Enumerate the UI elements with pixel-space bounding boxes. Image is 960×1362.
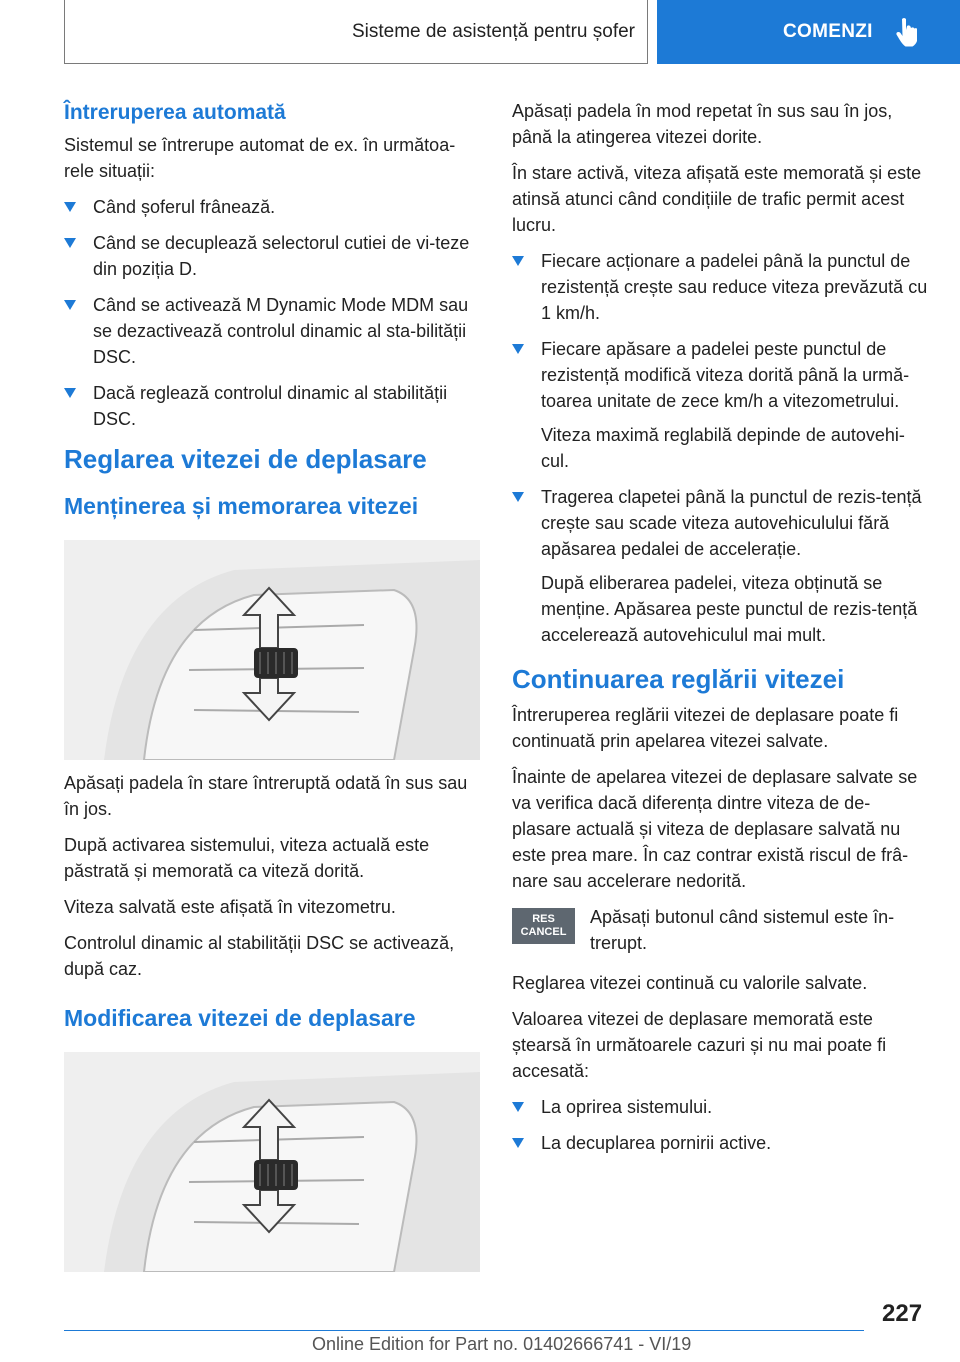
list-item-text: Tragerea clapetei până la punctul de rezis-tență crește sau scade viteza autovehiculului fără apăsarea pedalei de accelerație. xyxy=(541,487,922,559)
list-item xyxy=(64,230,480,282)
list-item-text: Când se activează M Dynamic Mode MDM sau se dezactivează controlul dinamic al sta-bilității DSC. xyxy=(93,295,469,367)
triangle-bullet-icon xyxy=(64,300,76,310)
triangle-bullet-icon xyxy=(64,202,76,212)
steering-wheel-paddle-image-2 xyxy=(64,1052,480,1272)
list-item-text: Fiecare acționare a padelei până la punctul de rezistență crește sau reduce viteza prevăzută cu 1 km/h. xyxy=(541,251,928,323)
paragraph: Apăsați butonul când sistemul este în-trerupt. xyxy=(590,907,895,953)
list-item xyxy=(512,336,928,474)
list-item-note: După eliberarea padelei, viteza obținută se menține. Apăsarea peste punctul de rezis-tență accelerează autovehiculul mai mult. xyxy=(541,573,918,645)
list-item-text: Când se decuplează selectorul cutiei de vi-teze din poziția D. xyxy=(93,233,470,279)
list-item-text: La decuplarea pornirii active. xyxy=(541,1133,772,1153)
paragraph: Apăsați padela în stare întreruptă odată în sus sau în jos. xyxy=(64,773,468,819)
triangle-bullet-icon xyxy=(512,1138,524,1148)
list-item-note: Viteza maximă reglabilă depinde de autovehi-cul. xyxy=(541,425,905,471)
paragraph: După activarea sistemului, viteza actuală este păstrată și memorată ca viteză dorită. xyxy=(64,835,430,881)
list-item xyxy=(64,292,480,370)
heading-resume-speed: Continuarea reglării vitezei xyxy=(512,664,845,694)
bullet-list xyxy=(512,248,928,648)
res-cancel-instruction xyxy=(512,904,928,960)
paragraph: Valoarea vitezei de deplasare memorată este ștearsă în următoarele cazuri și nu mai poate fi accesată: xyxy=(512,1009,887,1081)
list-item xyxy=(512,248,928,326)
footer-divider xyxy=(64,1330,864,1331)
left-column xyxy=(64,98,480,1282)
res-icon-line1: RES xyxy=(532,913,555,925)
paragraph: Controlul dinamic al stabilității DSC se activează, după caz. xyxy=(64,933,455,979)
paragraph: Viteza salvată este afișată în vitezometru. xyxy=(64,897,396,917)
paragraph: Întreruperea reglării vitezei de deplasare poate fi continuată prin apelarea vitezei salvate. xyxy=(512,705,899,751)
list-item xyxy=(64,194,480,220)
header-tab-label: COMENZI xyxy=(783,21,873,42)
paragraph: Reglarea vitezei continuă cu valorile salvate. xyxy=(512,973,868,993)
res-cancel-button-icon xyxy=(512,908,575,944)
triangle-bullet-icon xyxy=(512,492,524,502)
bullet-list xyxy=(512,1094,928,1156)
triangle-bullet-icon xyxy=(64,238,76,248)
page-number: 227 xyxy=(882,1300,923,1327)
bullet-list xyxy=(64,194,480,432)
list-item-text: Dacă reglează controlul dinamic al stabilității DSC. xyxy=(93,383,448,429)
triangle-bullet-icon xyxy=(64,388,76,398)
steering-wheel-paddle-image-1 xyxy=(64,540,480,760)
header-section-title: Sisteme de asistență pentru șofer xyxy=(351,20,635,42)
paragraph: Înainte de apelarea vitezei de deplasare salvate se va verifica dacă diferența dintre viteza de de-plasare actuală și viteza de deplasare salvată nu este prea mare. În caz contrar există riscul de frâ-nare sau accelerare nedorită. xyxy=(512,767,918,891)
heading-auto-interrupt: Întreruperea automată xyxy=(64,101,286,124)
list-item xyxy=(512,1130,928,1156)
list-item-text: Fiecare apăsare a padelei peste punctul de rezistență modifică viteza dorită până la urmă-toarea unitate de zece km/h a vitezometrului. xyxy=(541,339,910,411)
triangle-bullet-icon xyxy=(512,256,524,266)
heading-speed-control: Reglarea vitezei de deplasare xyxy=(64,444,427,474)
hand-pointer-icon xyxy=(895,17,917,47)
paragraph: În stare activă, viteza afișată este memorată și este atinsă atunci când condițiile de trafic permit acest lucru. xyxy=(512,163,922,235)
header-section-bar xyxy=(64,0,648,64)
heading-change-speed: Modificarea vitezei de deplasare xyxy=(64,1005,416,1031)
list-item xyxy=(512,1094,928,1120)
list-item xyxy=(512,484,928,648)
paragraph: Apăsați padela în mod repetat în sus sau în jos, până la atingerea vitezei dorite. xyxy=(512,101,893,147)
header-tab-comenzi[interactable] xyxy=(657,0,960,64)
res-icon-line2: CANCEL xyxy=(520,926,567,938)
list-item-text: Când șoferul frânează. xyxy=(93,197,276,217)
triangle-bullet-icon xyxy=(512,344,524,354)
list-item-text: La oprirea sistemului. xyxy=(541,1097,713,1117)
right-column xyxy=(512,98,928,1166)
footer-edition: Online Edition for Part no. 01402666741 - VI/19 xyxy=(312,1334,692,1354)
list-item xyxy=(64,380,480,432)
paragraph: Sistemul se întrerupe automat de ex. în următoa-rele situații: xyxy=(64,135,456,181)
heading-maintain-speed: Menținerea și memorarea vitezei xyxy=(64,493,419,519)
triangle-bullet-icon xyxy=(512,1102,524,1112)
